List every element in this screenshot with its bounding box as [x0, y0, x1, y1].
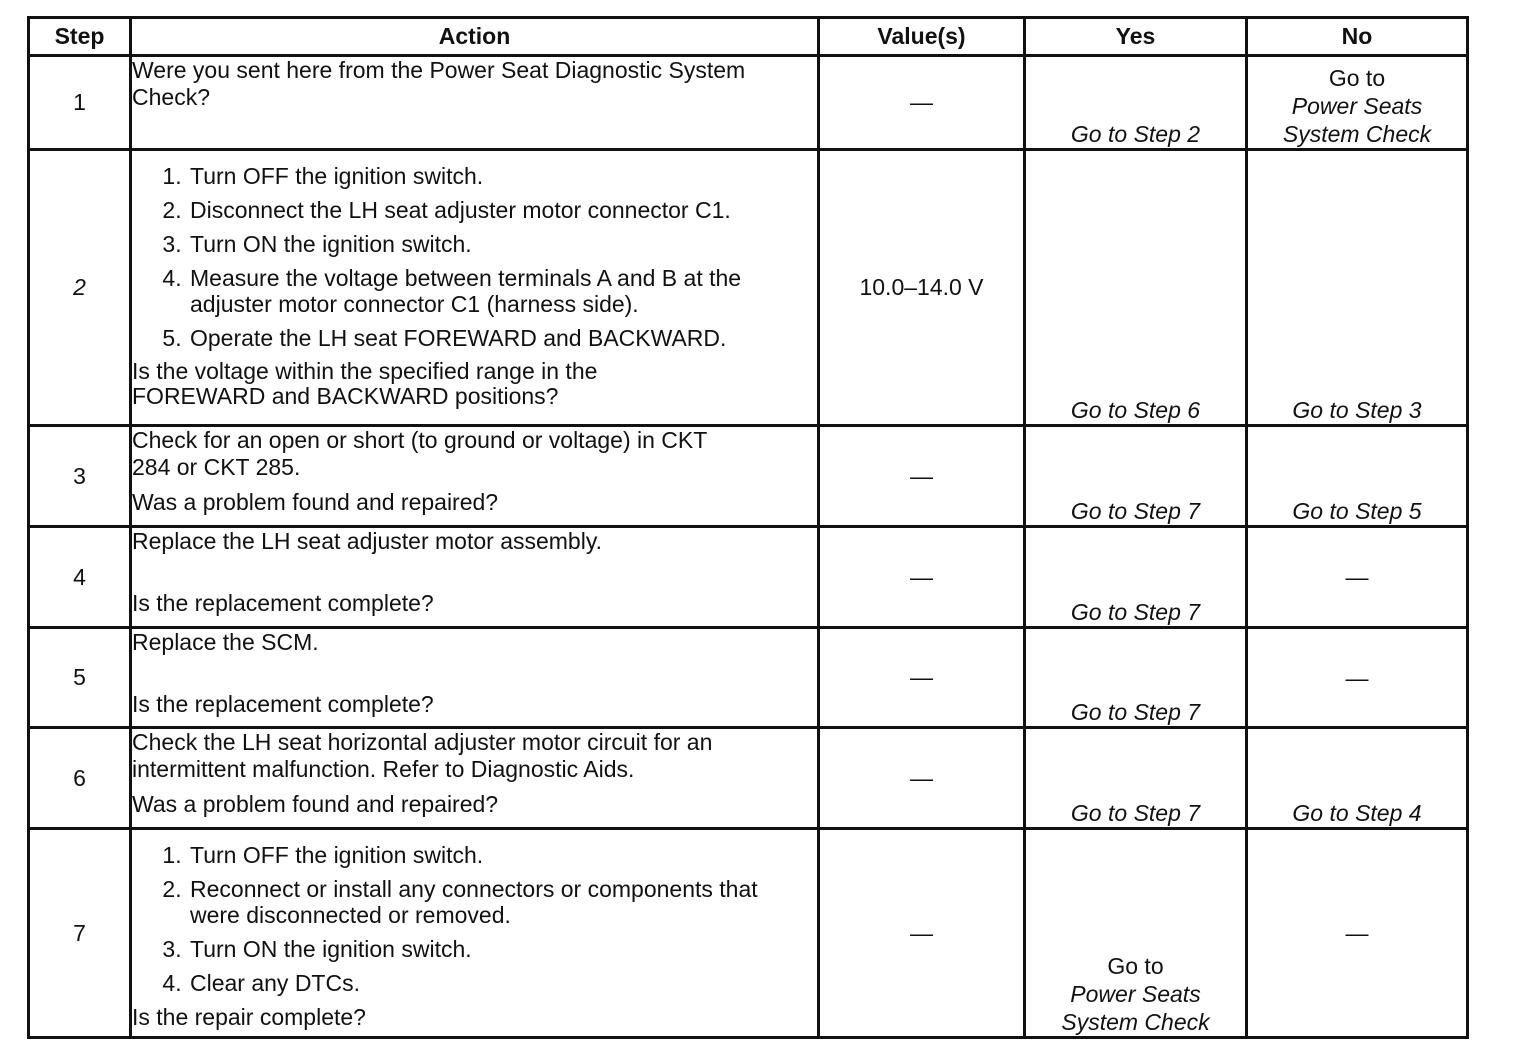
yes-cell: Go to Step 2 [1025, 56, 1247, 150]
value-cell: — [819, 426, 1025, 527]
value-cell: — [819, 728, 1025, 829]
value-cell: — [819, 527, 1025, 628]
goto-link-line1: Power Seats [1291, 93, 1423, 119]
action-cell [131, 150, 819, 426]
step-number: 4 [29, 527, 131, 628]
procedure-step: 3. Turn ON the ignition switch. [188, 936, 817, 962]
action-cell [131, 426, 819, 527]
table-row [29, 150, 1468, 426]
step-number: 1 [29, 56, 131, 150]
action-question: Were you sent here from the Power Seat Diagnostic System Check? [132, 57, 746, 110]
action-question: Was a problem found and repaired? [132, 489, 499, 515]
table-row [29, 56, 1468, 150]
yes-cell: Go to Step 7 [1025, 527, 1247, 628]
table-row [29, 728, 1468, 829]
goto-prefix: Go to [1107, 953, 1164, 979]
value-cell: 10.0–14.0 V [819, 150, 1025, 426]
yes-cell: Go to Step 7 [1025, 426, 1247, 527]
table-row [29, 829, 1468, 1038]
header-step: Step [29, 18, 131, 56]
action-text: Check for an open or short (to ground or voltage) in CKT 284 or CKT 285. [132, 427, 707, 480]
diagnostic-table [27, 16, 1469, 1039]
action-question: Is the repair complete? [132, 1004, 366, 1030]
table-row [29, 527, 1468, 628]
goto-link-line2: System Check [1282, 121, 1432, 147]
action-cell [131, 829, 819, 1038]
goto-link-line2: System Check [1061, 1009, 1210, 1035]
procedure-step: 5. Operate the LH seat FOREWARD and BACKWARD. [188, 325, 817, 351]
step-number: 2 [29, 150, 131, 426]
no-cell: Go to Step 3 [1247, 150, 1468, 426]
procedure-step: 1. Turn OFF the ignition switch. [188, 163, 817, 189]
step-number: 5 [29, 628, 131, 728]
action-text: Replace the SCM. [132, 629, 319, 655]
goto-link-line1: Power Seats [1070, 981, 1201, 1007]
procedure-step: 3. Turn ON the ignition switch. [188, 231, 817, 257]
action-question: Is the voltage within the specified range in the FOREWARD and BACKWARD positions? [132, 358, 598, 409]
table-row [29, 426, 1468, 527]
procedure-steps [132, 842, 817, 996]
action-text: Replace the LH seat adjuster motor assembly. [132, 528, 603, 554]
action-text: Check the LH seat horizontal adjuster motor circuit for an intermittent malfunction. Refer to Diagnostic Aids. [132, 729, 713, 782]
procedure-step: 4. Clear any DTCs. [188, 970, 817, 996]
header-row [29, 18, 1468, 56]
procedure-step: 4. Measure the voltage between terminals A and B at the adjuster motor connector C1 (harness side). [188, 265, 790, 317]
yes-cell: Go to Step 6 [1025, 150, 1247, 426]
no-cell: Go to Step 5 [1247, 426, 1468, 527]
header-values: Value(s) [819, 18, 1025, 56]
procedure-step: 2. Reconnect or install any connectors or components that were disconnected or removed. [188, 876, 790, 928]
table-row [29, 628, 1468, 728]
yes-cell: Go to Step 7 [1025, 628, 1247, 728]
yes-cell [1025, 829, 1247, 1038]
header-yes: Yes [1025, 18, 1247, 56]
step-number: 6 [29, 728, 131, 829]
action-cell [131, 56, 819, 150]
header-action: Action [131, 18, 819, 56]
action-question: Is the replacement complete? [132, 691, 434, 717]
no-cell [1247, 56, 1468, 150]
action-cell [131, 628, 819, 728]
no-cell: — [1247, 527, 1468, 628]
action-cell [131, 728, 819, 829]
procedure-steps [132, 163, 817, 351]
value-cell: — [819, 56, 1025, 150]
procedure-step: 2. Disconnect the LH seat adjuster motor connector C1. [188, 197, 817, 223]
goto-prefix: Go to [1328, 65, 1386, 91]
no-cell: Go to Step 4 [1247, 728, 1468, 829]
procedure-step: 1. Turn OFF the ignition switch. [188, 842, 817, 868]
step-number: 3 [29, 426, 131, 527]
value-cell: — [819, 628, 1025, 728]
value-cell: — [819, 829, 1025, 1038]
no-cell: — [1247, 829, 1468, 1038]
no-cell: — [1247, 628, 1468, 728]
action-question: Is the replacement complete? [132, 590, 434, 616]
header-no: No [1247, 18, 1468, 56]
action-cell [131, 527, 819, 628]
step-number: 7 [29, 829, 131, 1038]
action-question: Was a problem found and repaired? [132, 791, 499, 817]
yes-cell: Go to Step 7 [1025, 728, 1247, 829]
